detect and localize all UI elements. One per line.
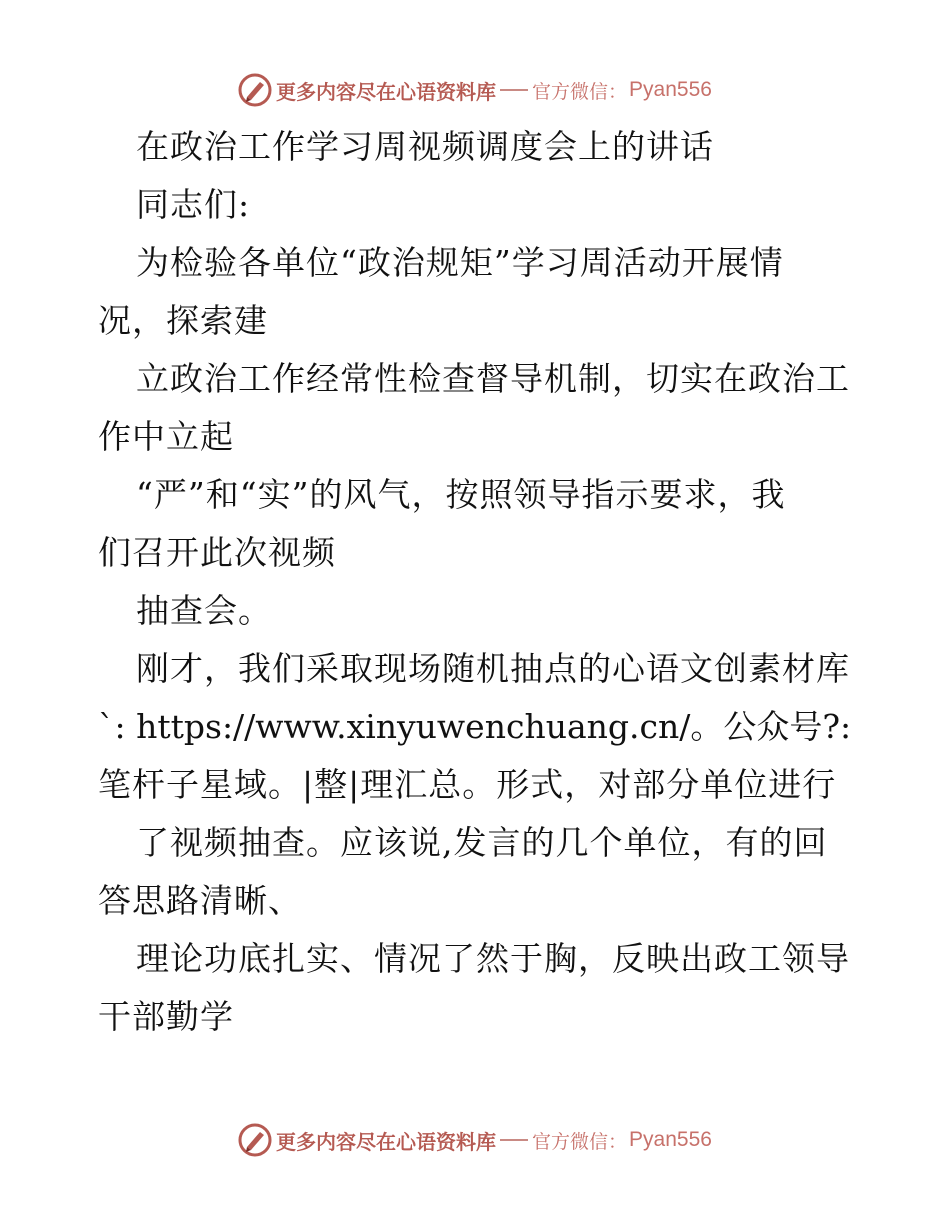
watermark-wechat-handle: Pyan556 [629,78,712,101]
watermark-wechat-label: 官方微信： [532,80,628,103]
paragraph-line: “严”和“实”的风气，按照领导指示要求，我 [136,475,786,514]
paragraph-line: 刚才，我们采取现场随机抽点的心语文创素材库 [136,649,850,688]
pen-logo-icon [238,73,272,107]
header-watermark [0,70,950,110]
watermark-dash [500,1139,528,1141]
paragraph-line: 立政治工作经常性检查督导机制，切实在政治工 [136,359,850,398]
paragraph-line: 理论功底扎实、情况了然于胸，反映出政工领导 [136,939,850,978]
paragraph-line: 抽查会。 [136,591,272,630]
paragraph-line-url: `: https://www.xinyuwenchuang.cn/。公众号?: [98,707,852,746]
pen-logo-icon [238,1123,272,1157]
paragraph-line: 们召开此次视频 [98,533,336,572]
document-title: 在政治工作学习周视频调度会上的讲话 [136,127,714,166]
document-body [98,118,854,1046]
watermark-dash [500,89,528,91]
watermark-promo-text: 更多内容尽在心语资料库 [276,79,497,104]
paragraph-line: 干部勤学 [98,997,234,1036]
paragraph-line: 况，探索建 [98,301,268,340]
paragraph-line: 笔杆子星域。|整|理汇总。形式，对部分单位进行 [98,765,837,804]
watermark-wechat-label: 官方微信： [532,1130,628,1153]
paragraph-line: 了视频抽查。应该说,发言的几个单位，有的回 [136,823,828,862]
salutation: 同志们: [136,185,251,224]
footer-watermark [0,1120,950,1160]
paragraph-line: 答思路清晰、 [98,881,302,920]
paragraph-line: 作中立起 [98,417,234,456]
watermark-wechat-handle: Pyan556 [629,1128,712,1151]
paragraph-line: 为检验各单位“政治规矩”学习周活动开展情 [136,243,784,282]
watermark-promo-text: 更多内容尽在心语资料库 [276,1129,497,1154]
